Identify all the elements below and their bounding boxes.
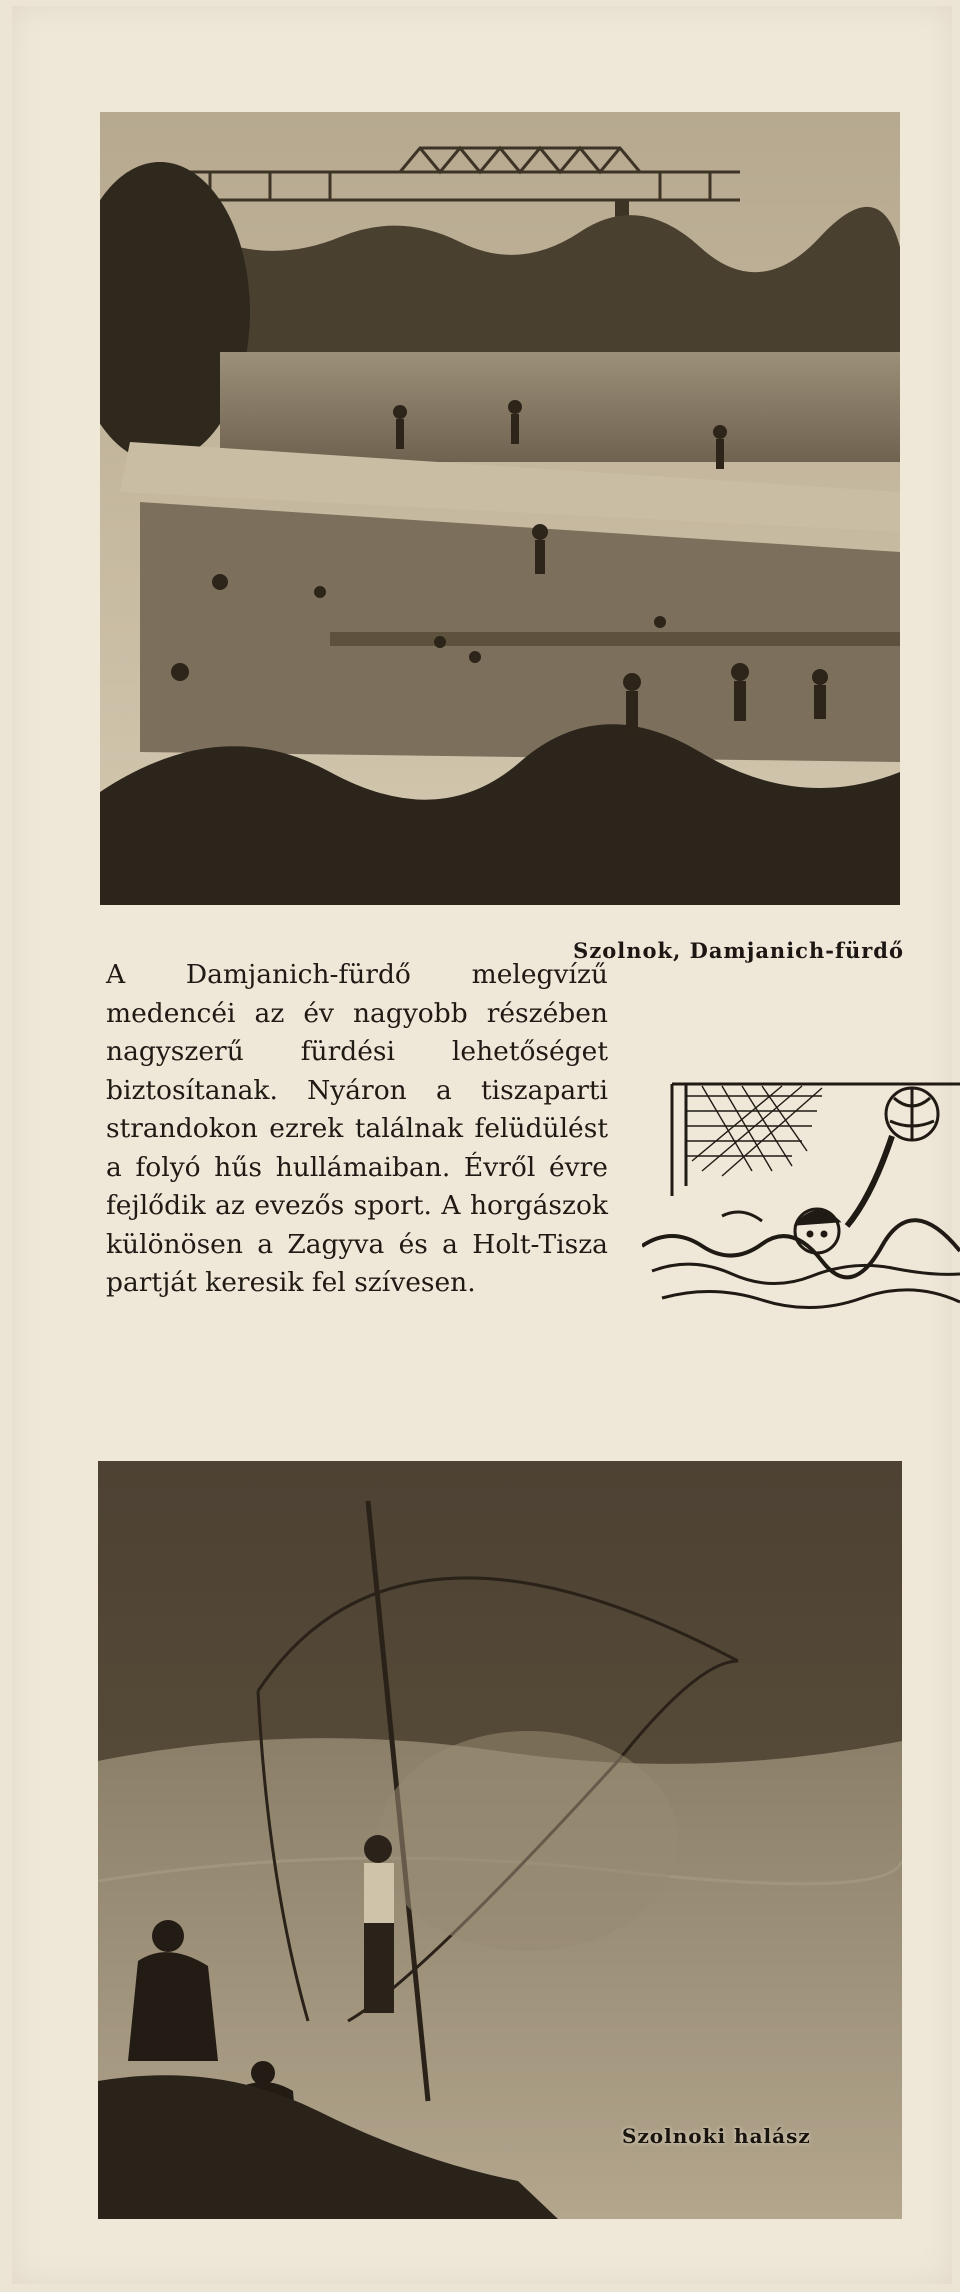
fisher-photo [98, 1461, 902, 2219]
fisher-photo-caption: Szolnoki halász [622, 2124, 811, 2148]
bath-photo [100, 112, 900, 905]
fisherman-net-photo-icon [98, 1461, 902, 2219]
brochure-page [12, 6, 952, 2284]
paragraph-text: A Damjanich-fürdő melegvízű medencéi az év nagyobb részében nagyszerű fürdési lehetőséget biztosítanak. Nyáron a tiszaparti strandokon ezrek találnak felüdülést a folyó hűs hullámaiban. Évről évre fejlődik az evezős sport. A horgászok különösen a Zagyva és a Holt-Tisza partját keresik fel szívesen. [106, 959, 608, 1298]
bridge-pool-photo-icon [100, 112, 900, 905]
description-paragraph [106, 956, 608, 1303]
bath-photo-caption: Szolnok, Damjanich-fürdő [573, 938, 904, 963]
water-polo-icon [642, 1076, 960, 1321]
